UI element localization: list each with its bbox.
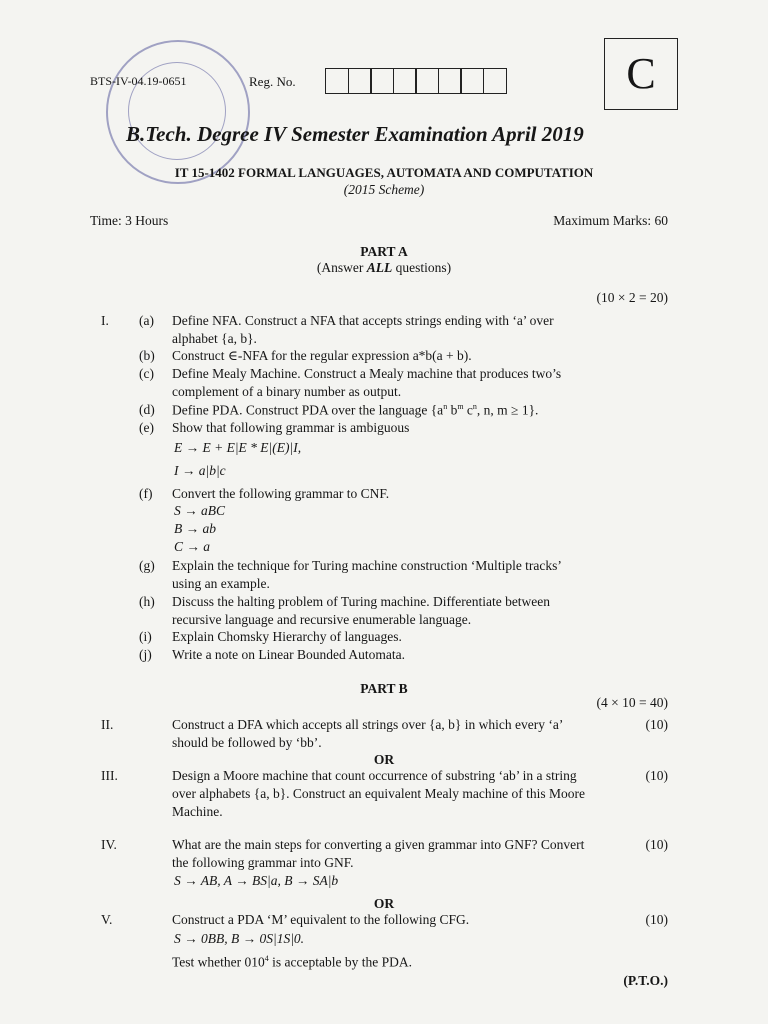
q-a-line2: alphabet {a, b}. bbox=[172, 331, 257, 346]
q-e-equation1: E → E + E|E * E|(E)|I, bbox=[174, 440, 302, 455]
reg-box bbox=[483, 68, 507, 94]
paper-code: BTS-IV-04.19-0651 bbox=[90, 74, 187, 88]
time-label: Time: 3 Hours bbox=[90, 213, 169, 228]
q-e-label: (e) bbox=[139, 420, 154, 435]
q5-line1: Construct a PDA ‘M’ equivalent to the following CFG. bbox=[172, 912, 470, 927]
question-roman-i: I. bbox=[101, 313, 109, 328]
q-g-label: (g) bbox=[139, 558, 155, 573]
reg-box bbox=[438, 68, 462, 94]
q4-line1: What are the main steps for converting a given grammar into GNF? Convert bbox=[172, 837, 585, 852]
part-b-marks: (4 × 10 = 40) bbox=[596, 695, 668, 710]
q5-equation: S → 0BB, B → 0S|1S|0. bbox=[174, 931, 305, 946]
college-seal-stamp bbox=[106, 40, 250, 184]
q-f-equation2: B → ab bbox=[174, 521, 216, 536]
q3-line2: over alphabets {a, b}. Construct an equivalent Mealy machine of this Moore bbox=[172, 786, 585, 801]
q-f-equation1: S → aBC bbox=[174, 503, 226, 518]
q-i-label: (i) bbox=[139, 629, 152, 644]
q5-test-line: Test whether $010^4$ is acceptable by the PDA. bbox=[172, 954, 412, 970]
q-e-line1: Show that following grammar is ambiguous bbox=[172, 420, 410, 435]
q3-line3: Machine. bbox=[172, 804, 223, 819]
q-c-label: (c) bbox=[139, 366, 154, 381]
q2-line2: should be followed by ‘bb’. bbox=[172, 735, 322, 750]
q-c-line1: Define Mealy Machine. Construct a Mealy machine that produces two’s bbox=[172, 366, 562, 381]
q-i-line1: Explain Chomsky Hierarchy of languages. bbox=[172, 629, 402, 644]
question-roman-iii: III. bbox=[101, 768, 118, 783]
part-a-marks: (10 × 2 = 20) bbox=[596, 290, 668, 305]
scheme-label: (2015 Scheme) bbox=[343, 182, 425, 197]
reg-box bbox=[393, 68, 417, 94]
q2-marks: (10) bbox=[645, 717, 668, 732]
q-a-line1: Define NFA. Construct a NFA that accepts strings ending with ‘a’ over bbox=[172, 313, 554, 328]
q-d-label: (d) bbox=[139, 402, 155, 417]
reg-box bbox=[415, 68, 439, 94]
q4-equation: S → AB, A → BS|a, B → SA|b bbox=[174, 873, 339, 888]
pto-label: (P.T.O.) bbox=[623, 973, 668, 988]
reg-box bbox=[460, 68, 484, 94]
q4-line2: the following grammar into GNF. bbox=[172, 855, 354, 870]
q-h-line2: recursive language and recursive enumerable language. bbox=[172, 612, 472, 627]
reg-box bbox=[370, 68, 394, 94]
reg-no-boxes bbox=[325, 68, 505, 94]
q5-marks: (10) bbox=[645, 912, 668, 927]
q-b-line1: Construct ∈-NFA for the regular expression a*b(a + b). bbox=[172, 348, 472, 363]
reg-box bbox=[348, 68, 372, 94]
reg-no-label: Reg. No. bbox=[249, 74, 296, 89]
or-separator: OR bbox=[373, 896, 395, 911]
question-roman-v: V. bbox=[101, 912, 113, 927]
q2-line1: Construct a DFA which accepts all strings over {a, b} in which every ‘a’ bbox=[172, 717, 564, 732]
q-f-line1: Convert the following grammar to CNF. bbox=[172, 486, 390, 501]
question-roman-ii: II. bbox=[101, 717, 114, 732]
q-f-label: (f) bbox=[139, 486, 153, 501]
q-e-equation2: I → a|b|c bbox=[174, 463, 226, 478]
q-a-label: (a) bbox=[139, 313, 154, 328]
q4-marks: (10) bbox=[645, 837, 668, 852]
series-box: C bbox=[604, 38, 678, 110]
q-j-label: (j) bbox=[139, 647, 152, 662]
q-h-label: (h) bbox=[139, 594, 155, 609]
q3-line1: Design a Moore machine that count occurrence of substring ‘ab’ in a string bbox=[172, 768, 577, 783]
q-g-line2: using an example. bbox=[172, 576, 270, 591]
part-b-title: PART B bbox=[360, 681, 408, 696]
max-marks-label: Maximum Marks: 60 bbox=[553, 213, 668, 228]
q3-marks: (10) bbox=[645, 768, 668, 783]
or-separator: OR bbox=[373, 752, 395, 767]
q-d-line1: Define PDA. Construct PDA over the language {$a^n$ $b^m$ $c^n$, n, m ≥ 1}. bbox=[172, 402, 539, 418]
q-b-label: (b) bbox=[139, 348, 155, 363]
part-a-title: PART A bbox=[360, 244, 408, 259]
q-j-line1: Write a note on Linear Bounded Automata. bbox=[172, 647, 406, 662]
q-f-equation3: C → a bbox=[174, 539, 211, 554]
reg-box bbox=[325, 68, 349, 94]
part-a-instruction: (Answer ALL questions) bbox=[316, 260, 452, 275]
course-title: IT 15-1402 FORMAL LANGUAGES, AUTOMATA AND COMPUTATION bbox=[174, 165, 594, 180]
q-c-line2: complement of a binary number as output. bbox=[172, 384, 402, 399]
exam-title: B.Tech. Degree IV Semester Examination April 2019 bbox=[126, 122, 584, 146]
q-g-line1: Explain the technique for Turing machine construction ‘Multiple tracks’ bbox=[172, 558, 562, 573]
q-h-line1: Discuss the halting problem of Turing machine. Differentiate between bbox=[172, 594, 551, 609]
question-roman-iv: IV. bbox=[101, 837, 117, 852]
